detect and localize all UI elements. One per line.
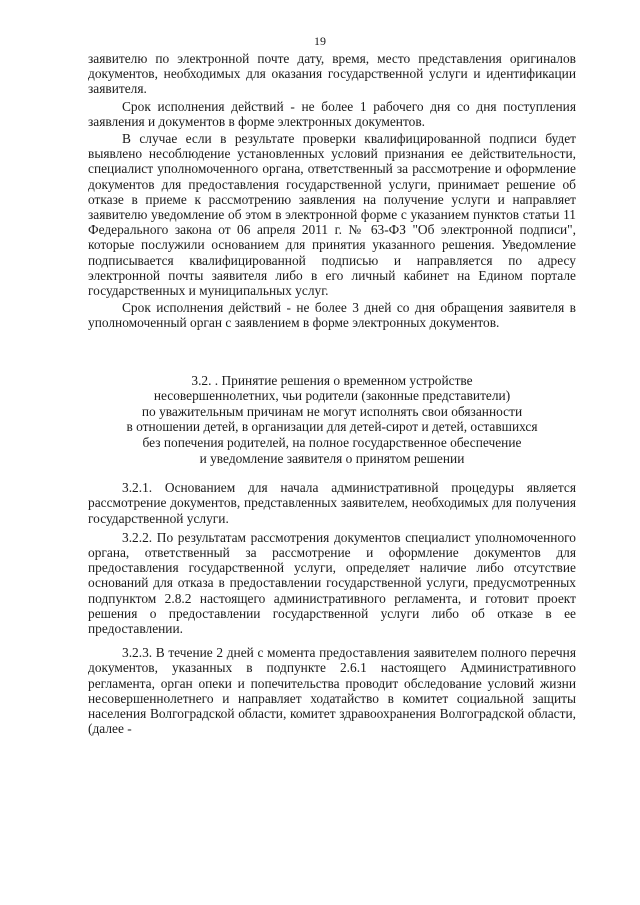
section-heading bbox=[88, 373, 576, 467]
paragraph-3-2-1: 3.2.1. Основанием для начала административной процедуры является рассмотрение документов, представленных заявителем, необходимых для получения государственной услуги. bbox=[88, 480, 576, 526]
page-number: 19 bbox=[314, 34, 326, 48]
paragraph-3-2-3: 3.2.3. В течение 2 дней с момента предоставления заявителем полного перечня документов, указанных в подпункте 2.6.1 настоящего Административного регламента, орган опеки и попечительства проводит обследование условий жизни несовершеннолетнего и направляет ходатайство в комитет социальной защиты населения Волгоградской области, комитет здравоохранения Волгоградской области, (далее - bbox=[88, 645, 576, 737]
paragraph-continuation: заявителю по электронной почте дату, время, место представления оригиналов документов, необходимых для оказания государственной услуги и идентификации заявителя. bbox=[88, 51, 576, 97]
section-heading-line: в отношении детей, в организации для детей-сирот и детей, оставшихся bbox=[126, 419, 538, 435]
section-heading-line: без попечения родителей, на полное государственное обеспечение bbox=[142, 435, 522, 451]
section-heading-line: несовершеннолетних, чьи родители (законные представители) bbox=[153, 388, 511, 404]
paragraph-signature-check: В случае если в результате проверки квалифицированной подписи будет выявлено несоблюдение установленных условий признания ее действительности, специалист уполномоченного органа, ответственный за рассмотрение и оформление документов для предоставления государственной услуги, принимает решение об отказе в приеме к рассмотрению заявления на получение услуги и направляет заявителю уведомление об этом в электронной форме с указанием пунктов статьи 11 Федерального закона от 06 апреля 2011 г. № 63-ФЗ "Об электронной подписи", которые послужили основанием для принятия указанного решения. Уведомление подписывается квалифицированной подписью и направляется по адресу электронной почты заявителя либо в его личный кабинет на Едином портале государственных и муниципальных услуг. bbox=[88, 131, 576, 299]
paragraph-deadline-2: Срок исполнения действий - не более 3 дней со дня обращения заявителя в уполномоченный орган с заявлением в форме электронных документов. bbox=[88, 300, 576, 331]
section-heading-line: 3.2. . Принятие решения о временном устройстве bbox=[191, 372, 473, 388]
paragraph-deadline-1: Срок исполнения действий - не более 1 рабочего дня со дня поступления заявления и документов в форме электронных документов. bbox=[88, 98, 576, 129]
paragraph-3-2-2: 3.2.2. По результатам рассмотрения документов специалист уполномоченного органа, ответственный за рассмотрение и оформление документов для предоставления государственной услуги, определяет наличие либо отсутствие оснований для отказа в предоставлении государственной услуги, предусмотренных подпунктом 2.8.2 настоящего административного регламента, и готовит проект решения о предоставлении государственной услуги либо об отказе в ее предоставлении. bbox=[88, 529, 576, 637]
section-heading-line: и уведомление заявителя о принятом решении bbox=[199, 450, 465, 466]
document-body bbox=[88, 51, 576, 736]
section-heading-line: по уважительным причинам не могут исполнять свои обязанности bbox=[141, 403, 523, 419]
